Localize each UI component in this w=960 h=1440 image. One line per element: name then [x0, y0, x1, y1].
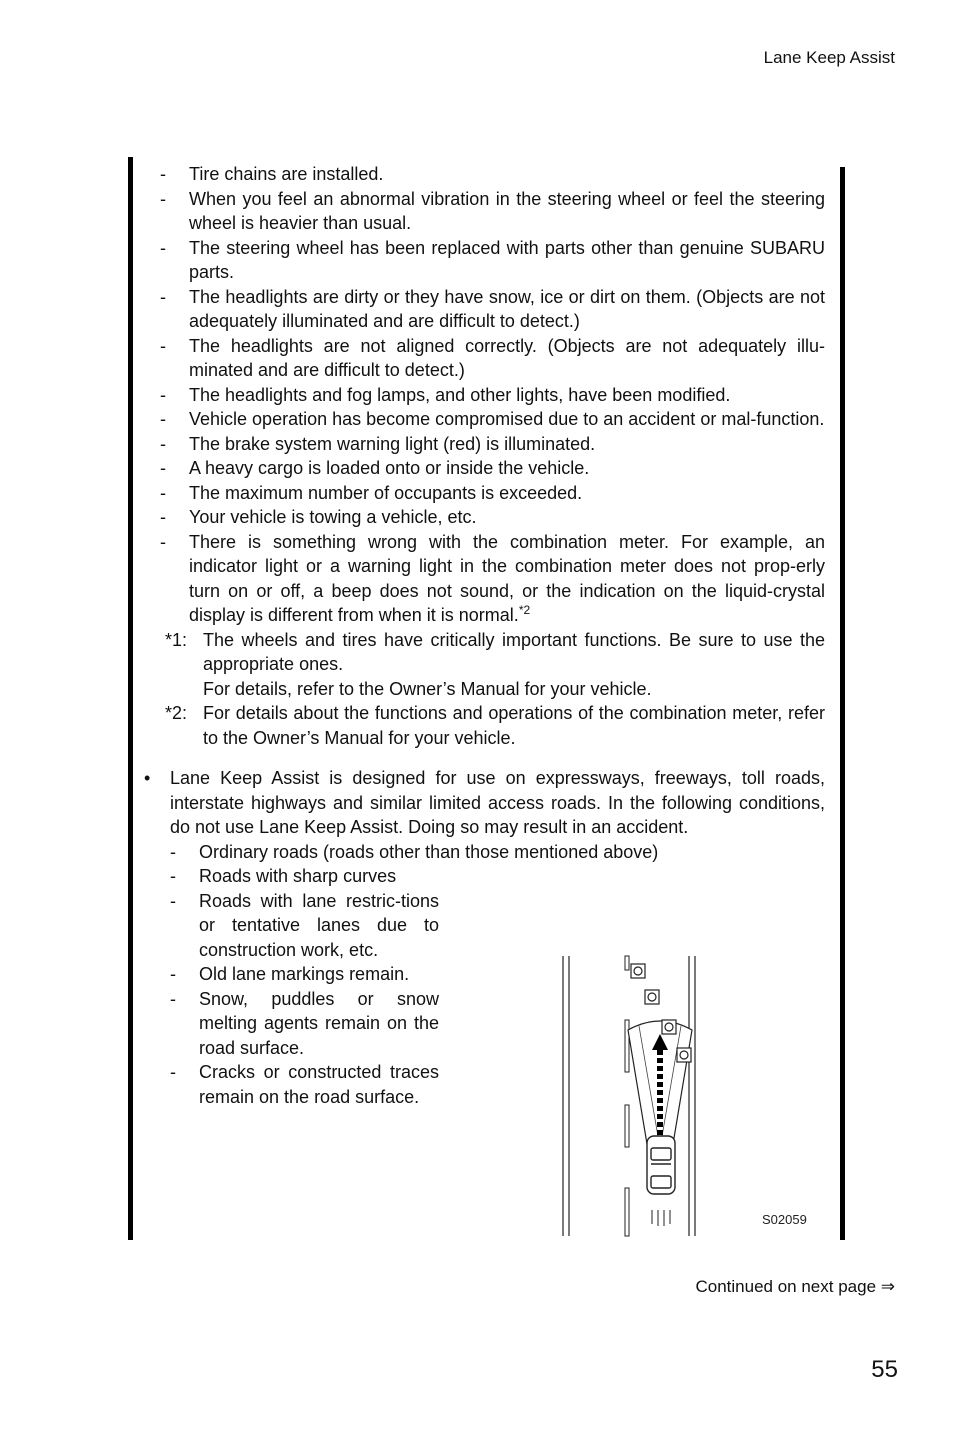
- footnote-subtext: For details, refer to the Owner’s Manual for your vehicle.: [203, 678, 652, 699]
- road-condition-item: [170, 864, 825, 889]
- condition-item: [160, 432, 825, 457]
- dash-marker: -: [160, 286, 166, 307]
- bullet-icon: •: [144, 768, 151, 788]
- footnote-ref: *2: [518, 603, 531, 617]
- item-text: The maximum number of occupants is exceeded.: [189, 482, 583, 503]
- dash-marker: -: [160, 507, 166, 527]
- dash-marker: -: [160, 409, 166, 429]
- condition-item: [160, 505, 825, 530]
- dash-marker: -: [160, 384, 166, 405]
- road-condition-item: [170, 840, 825, 865]
- dash-marker: -: [160, 188, 166, 209]
- lane-marking-dashes: [625, 956, 629, 1236]
- road-condition-item: [170, 1060, 439, 1109]
- item-text: There is something wrong with the combination meter. For example, an indicator light or a warning light in the combination meter does not prop-erly turn on or off, a beep does not sound, or the indication on the liquid-crystal display is different from when it is normal.: [189, 531, 825, 625]
- item-text: When you feel an abnormal vibration in the steering wheel or feel the steering wheel is heavier than usual.: [189, 188, 825, 233]
- condition-item: [160, 162, 825, 187]
- continued-note: Continued on next page ⇒: [695, 1277, 895, 1296]
- footnote-text: The wheels and tires have critically important functions. Be sure to use the appropriate ones.: [203, 629, 825, 674]
- footnote-marker: *1:: [165, 629, 188, 650]
- bullet-item: [144, 766, 825, 840]
- footnote-2: [160, 701, 825, 750]
- item-text: A heavy cargo is loaded onto or inside the vehicle.: [189, 458, 590, 478]
- condition-item: [160, 407, 825, 432]
- dash-marker: -: [160, 531, 166, 552]
- item-text: Tire chains are installed.: [189, 164, 384, 184]
- right-margin-bar: [840, 167, 845, 1240]
- condition-item: [160, 236, 825, 285]
- item-text: The steering wheel has been replaced with parts other than genuine SUBARU parts.: [189, 237, 825, 282]
- condition-item: [160, 530, 825, 628]
- subitem-text: Cracks or constructed traces remain on the road surface.: [199, 1062, 439, 1107]
- car-icon: [647, 1136, 675, 1194]
- dash-marker: -: [170, 890, 176, 911]
- dash-marker: -: [170, 988, 176, 1009]
- motion-lines: [652, 1210, 670, 1226]
- dash-marker: -: [160, 164, 166, 184]
- dash-marker: -: [160, 335, 166, 356]
- condition-item: [160, 187, 825, 236]
- dash-marker: -: [170, 866, 176, 886]
- item-text: The brake system warning light (red) is illuminated.: [189, 433, 596, 454]
- subitem-text: Ordinary roads (roads other than those mentioned above): [199, 841, 659, 862]
- item-text: Vehicle operation has become compromised due to an accident or mal-function.: [189, 409, 825, 429]
- condition-item: [160, 383, 825, 408]
- dash-marker: -: [160, 237, 166, 258]
- footnote-1: [160, 628, 825, 702]
- road-condition-item: [170, 987, 439, 1061]
- condition-item: [160, 285, 825, 334]
- page-number: 55: [871, 1356, 898, 1383]
- dash-marker: -: [170, 841, 176, 862]
- subitem-text: Snow, puddles or snow melting agents remain on the road surface.: [199, 988, 439, 1058]
- item-text: The headlights are dirty or they have snow, ice or dirt on them. (Objects are not adequately illuminated and are difficult to detect.): [189, 286, 825, 331]
- subitem-text: Roads with lane restric-tions or tentative lanes due to construction work, etc.: [199, 890, 439, 960]
- dash-marker: -: [170, 1062, 176, 1082]
- figure-code: S02059: [762, 1212, 807, 1227]
- condition-item: [160, 481, 825, 506]
- dash-marker: -: [160, 458, 166, 478]
- item-text: The headlights and fog lamps, and other lights, have been modified.: [189, 384, 731, 405]
- footnote-text: For details about the functions and operations of the combination meter, refer to the Owner’s Manual for your vehicle.: [203, 703, 825, 748]
- road-condition-item: [170, 962, 439, 987]
- lane-keep-illustration: [555, 950, 825, 1238]
- dash-marker: -: [160, 482, 166, 503]
- road-condition-item: [170, 889, 439, 963]
- subitem-text: Roads with sharp curves: [199, 866, 397, 886]
- subitem-text: Old lane markings remain.: [199, 964, 410, 984]
- running-header: Lane Keep Assist: [763, 48, 895, 67]
- condition-item: [160, 334, 825, 383]
- footnote-marker: *2:: [165, 703, 188, 723]
- condition-item: [160, 456, 825, 481]
- bullet-text: Lane Keep Assist is designed for use on expressways, freeways, toll roads, interstate highways and similar limited access roads. In the following conditions, do not use Lane Keep Assist. Doing so may result in an accident.: [170, 768, 825, 837]
- dash-marker: -: [160, 433, 166, 454]
- left-margin-bar: [128, 157, 133, 1240]
- dash-marker: -: [170, 964, 176, 984]
- item-text: The headlights are not aligned correctly. (Objects are not adequately illu-minated and are difficult to detect.): [189, 335, 825, 380]
- item-text: Your vehicle is towing a vehicle, etc.: [189, 507, 477, 527]
